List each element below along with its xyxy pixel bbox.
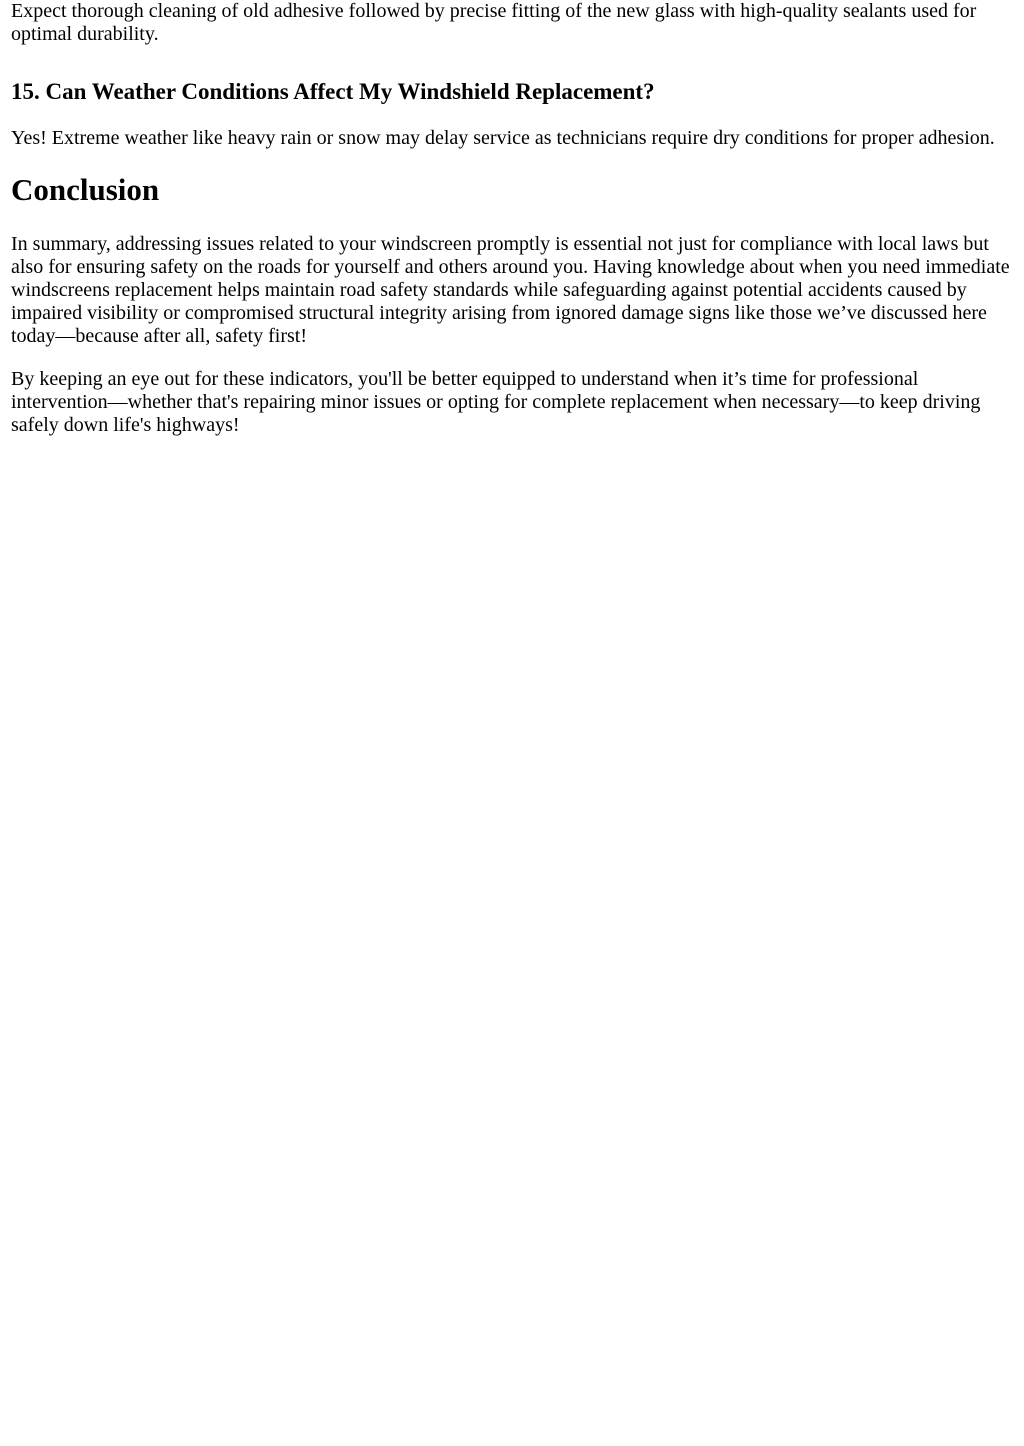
article-body xyxy=(0,0,1024,437)
faq-15-answer: Yes! Extreme weather like heavy rain or snow may delay service as technicians require dry conditions for proper adhesion. xyxy=(11,127,995,149)
conclusion-paragraph-1: In summary, addressing issues related to your windscreen promptly is essential not just for compliance with local laws but also for ensuring safety on the roads for yourself and others around you. Having knowledge about when you need immediate windscreens replacement helps maintain road safety standards while safeguarding against potential accidents caused by impaired visibility or compromised structural integrity arising from ignored damage signs like those we’ve discussed here today—because after all, safety first! xyxy=(11,233,1010,347)
conclusion-heading: Conclusion xyxy=(11,172,160,207)
conclusion-paragraph-2: By keeping an eye out for these indicators, you'll be better equipped to understand when it’s time for professional intervention—whether that's repairing minor issues or opting for complete replacement when necessary—to keep driving safely down life's highways! xyxy=(11,368,981,436)
intro-paragraph: Expect thorough cleaning of old adhesive followed by precise fitting of the new glass with high-quality sealants used for optimal durability. xyxy=(11,0,977,45)
faq-15-heading: 15. Can Weather Conditions Affect My Windshield Replacement? xyxy=(11,79,655,104)
